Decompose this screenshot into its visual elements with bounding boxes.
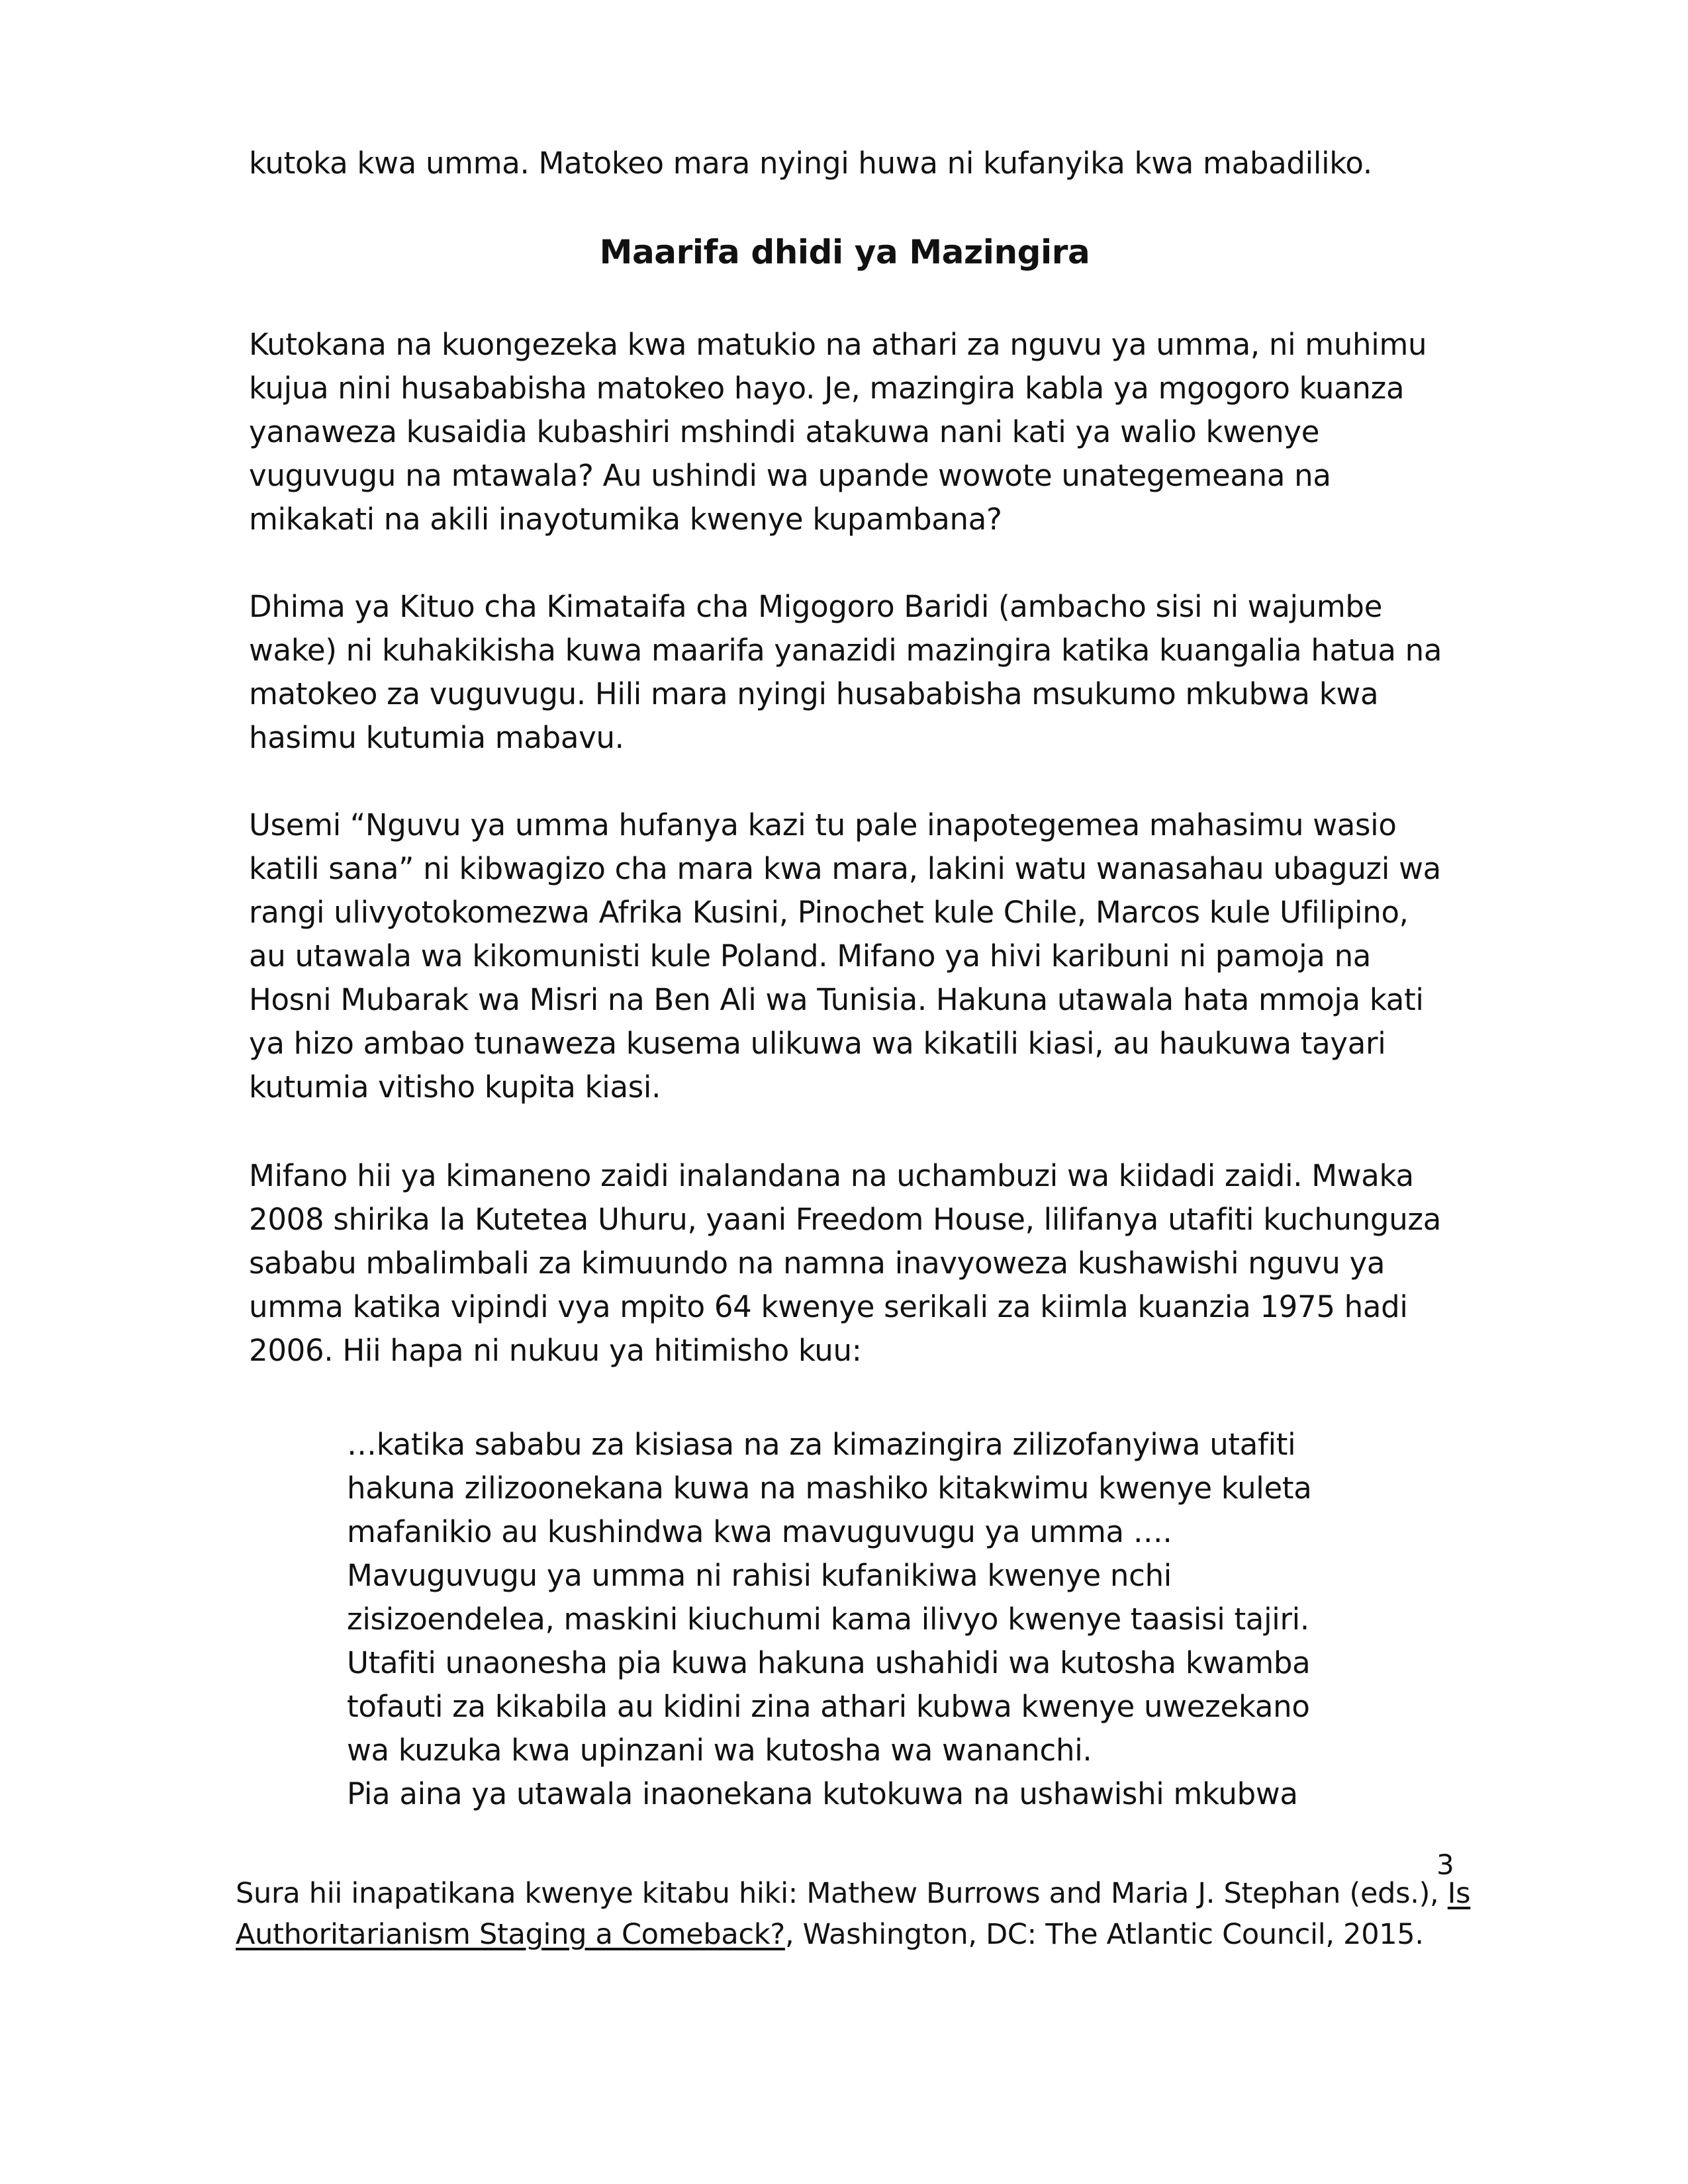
text-line: kujua nini husababisha matokeo hayo. Je, mazingira kabla ya mgogoro kuanza xyxy=(249,371,1405,406)
text-line: Mifano hii ya kimaneno zaidi inalandana na uchambuzi wa kiidadi zaidi. Mwaka xyxy=(249,1158,1414,1193)
paragraph-4 xyxy=(249,1154,1440,1373)
text-line: kutumia vitisho kupita kiasi. xyxy=(249,1069,661,1105)
text-line: umma katika vipindi vya mpito 64 kwenye serikali za kiimla kuanzia 1975 hadi xyxy=(249,1289,1408,1324)
book-title-link-continued[interactable]: Authoritarianism Staging a Comeback? xyxy=(236,1918,785,1951)
block-quote xyxy=(347,1423,1406,1816)
text-line: Dhima ya Kituo cha Kimataifa cha Migogoro Baridi (ambacho sisi ni wajumbe xyxy=(249,589,1383,624)
footer-line-2 xyxy=(236,1914,1460,1955)
quote-line: hakuna zilizoonekana kuwa na mashiko kitakwimu kwenye kuleta xyxy=(347,1471,1312,1506)
text-line: yanaweza kusaidia kubashiri mshindi atakuwa nani kati ya walio kwenye xyxy=(249,414,1320,449)
quote-line: …katika sababu za kisiasa na za kimazingira zilizofanyiwa utafiti xyxy=(347,1427,1296,1462)
footer-suffix: , Washington, DC: The Atlantic Council, 2015. xyxy=(784,1918,1424,1951)
text-line: rangi ulivyotokomezwa Afrika Kusini, Pinochet kule Chile, Marcos kule Ufilipino, xyxy=(249,895,1409,930)
footer-line-1 xyxy=(236,1873,1471,1914)
text-line: sababu mbalimbali za kimuundo na namna inavyoweza kushawishi nguvu ya xyxy=(249,1246,1385,1281)
text-line: 2008 shirika la Kutetea Uhuru, yaani Freedom House, lilifanya utafiti kuchunguza xyxy=(249,1202,1442,1237)
text-line: vuguvugu na mtawala? Au ushindi wa upande wowote unategemeana na xyxy=(249,458,1331,493)
quote-line: Utafiti unaonesha pia kuwa hakuna ushahidi wa kutosha kwamba xyxy=(347,1645,1311,1680)
top-line xyxy=(249,142,1440,185)
text-line: Usemi “Nguvu ya umma hufanya kazi tu pale inapotegemea mahasimu wasio xyxy=(249,807,1397,842)
footer-citation xyxy=(236,1873,1471,1955)
section-heading: Maarifa dhidi ya Mazingira xyxy=(599,233,1090,271)
book-title-link[interactable]: Is xyxy=(1447,1877,1471,1910)
quote-line: wa kuzuka kwa upinzani wa kutosha wa wananchi. xyxy=(347,1733,1092,1768)
text-line: au utawala wa kikomunisti kule Poland. Mifano ya hivi karibuni ni pamoja na xyxy=(249,938,1372,974)
text-line: kutoka kwa umma. Matokeo mara nyingi huwa ni kufanyika kwa mabadiliko. xyxy=(249,146,1372,181)
quote-line: mafanikio au kushindwa kwa mavuguvugu ya umma …. xyxy=(347,1514,1172,1549)
page-number: 3 xyxy=(1436,1848,1454,1881)
quote-line: zisizoendelea, maskini kiuchumi kama ilivyo kwenye taasisi tajiri. xyxy=(347,1602,1309,1637)
paragraph-3 xyxy=(249,803,1440,1109)
quote-line: Pia aina ya utawala inaonekana kutokuwa na ushawishi mkubwa xyxy=(347,1776,1298,1811)
text-line: 2006. Hii hapa ni nukuu ya hitimisho kuu: xyxy=(249,1333,862,1368)
quote-line: tofauti za kikabila au kidini zina athari kubwa kwenye uwezekano xyxy=(347,1689,1310,1724)
text-line: Hosni Mubarak wa Misri na Ben Ali wa Tunisia. Hakuna utawala hata mmoja kati xyxy=(249,982,1424,1017)
quote-line: Mavuguvugu ya umma ni rahisi kufanikiwa kwenye nchi xyxy=(347,1558,1172,1593)
paragraph-1 xyxy=(249,323,1440,541)
footer-prefix: Sura hii inapatikana kwenye kitabu hiki: Mathew Burrows and Maria J. Stephan (eds.), xyxy=(236,1877,1448,1910)
text-line: Kutokana na kuongezeka kwa matukio na athari za nguvu ya umma, ni muhimu xyxy=(249,327,1427,362)
paragraph-2 xyxy=(249,585,1440,760)
text-line: hasimu kutumia mabavu. xyxy=(249,720,624,755)
text-line: matokeo za vuguvugu. Hili mara nyingi husababisha msukumo mkubwa kwa xyxy=(249,676,1379,711)
text-line: katili sana” ni kibwagizo cha mara kwa mara, lakini watu wanasahau ubaguzi wa xyxy=(249,851,1441,886)
text-line: ya hizo ambao tunaweza kusema ulikuwa wa kikatili kiasi, au haukuwa tayari xyxy=(249,1026,1386,1061)
text-line: wake) ni kuhakikisha kuwa maarifa yanazidi mazingira katika kuangalia hatua na xyxy=(249,633,1442,668)
text-line: mikakati na akili inayotumika kwenye kupambana? xyxy=(249,502,1002,537)
